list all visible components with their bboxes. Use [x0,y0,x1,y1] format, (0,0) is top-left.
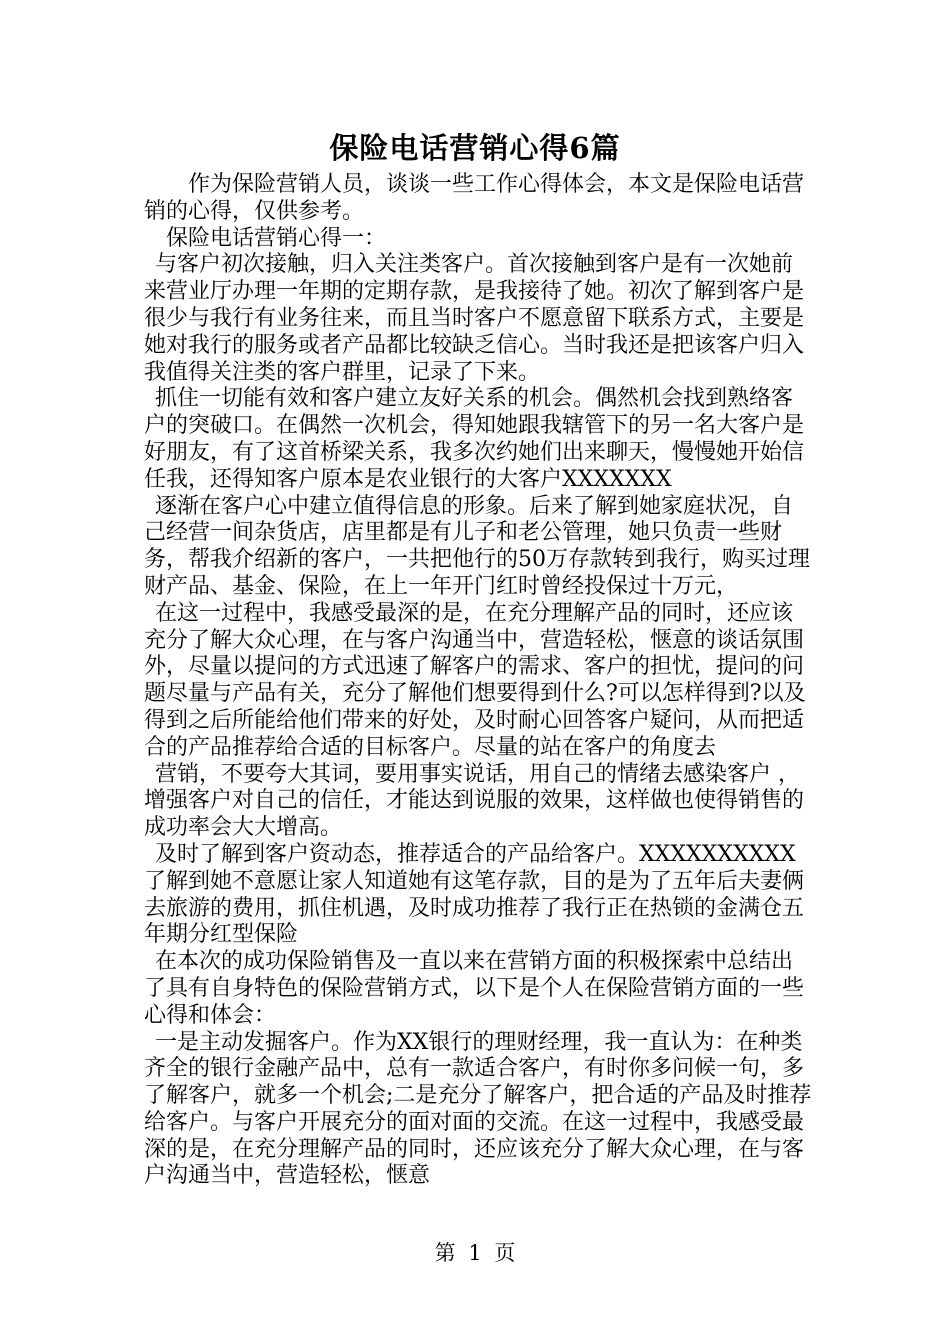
paragraph: 逐渐在客户心中建立值得信息的形象。后来了解到她家庭状况，自己经营一间杂货店，店里都是有儿子和老公管理，她只负责一些财务，帮我介绍新的客户，一共把他行的50万存款转到我行，购买过理财产品、基金、保险，在上一年开门红时曾经投保过十万元， [144,493,810,599]
paragraph-intro: 作为保险营销人员，谈谈一些工作心得体会，本文是保险电话营销的心得，仅供参考。 [144,172,805,224]
paragraph: 在这一过程中，我感受最深的是，在充分理解产品的同时，还应该充分了解大众心理，在与客户沟通当中，营造轻松，惬意的谈话氛围外，尽量以提问的方式迅速了解客户的需求、客户的担忧，提问的问题尽量与产品有关，充分了解他们想要得到什么?可以怎样得到?以及得到之后所能给他们带来的好处，及时耐心回答客户疑问，从而把适合的产品推荐给合适的目标客户。尽量的站在客户的角度去 [144,600,806,760]
document-body [144,172,812,1190]
paragraph: 及时了解到客户资动态，推荐适合的产品给客户。XXXXXXXXXX了解到她不意愿让家人知道她有这笔存款，目的是为了五年后夫妻俩去旅游的费用，抓住机遇，及时成功推荐了我行正在热锁的金满仓五年期分红型保险 [144,841,805,948]
paragraph: 与客户初次接触，归入关注类客户。首次接触到客户是有一次她前来营业厅办理一年期的定期存款，是我接待了她。初次了解到客户是很少与我行有业务往来，而且当时客户不愿意留下联系方式，主要是她对我行的服务或者产品都比较缺乏信心。当时我还是把该客户归入我值得关注类的客户群里，记录了下来。 [144,252,805,385]
paragraph: 一是主动发掘客户。作为XX银行的理财经理，我一直认为：在种类齐全的银行金融产品中，总有一款适合客户，有时你多问候一句，多了解客户，就多一个机会;二是充分了解客户，把合适的产品及时推荐给客户。与客户开展充分的面对面的交流。在这一过程中，我感受最深的是，在充分理解产品的同时，还应该充分了解大众心理，在与客户沟通当中，营造轻松，惬意 [144,1029,812,1189]
page-number-footer: 第 1 页 [434,1241,516,1265]
paragraph-section-heading: 保险电话营销心得一： [166,225,387,251]
paragraph: 抓住一切能有效和客户建立友好关系的机会。偶然机会找到熟络客户的突破口。在偶然一次机会，得知她跟我辖管下的另一名大客户是好朋友，有了这首桥梁关系，我多次约她们出来聊天，慢慢她开始信任我，还得知客户原本是农业银行的大客户XXXXXXX [144,386,805,492]
document-title: 保险电话营销心得6篇 [329,131,621,165]
paragraph: 在本次的成功保险销售及一直以来在营销方面的积极探索中总结出了具有自身特色的保险营销方式，以下是个人在保险营销方面的一些心得和体会： [144,949,805,1028]
paragraph: 营销，不要夸大其词，要用事实说话，用自己的情绪去感染客户 ，增强客户对自己的信任，才能达到说服的效果，这样做也使得销售的成功率会大大增高。 [144,761,805,841]
